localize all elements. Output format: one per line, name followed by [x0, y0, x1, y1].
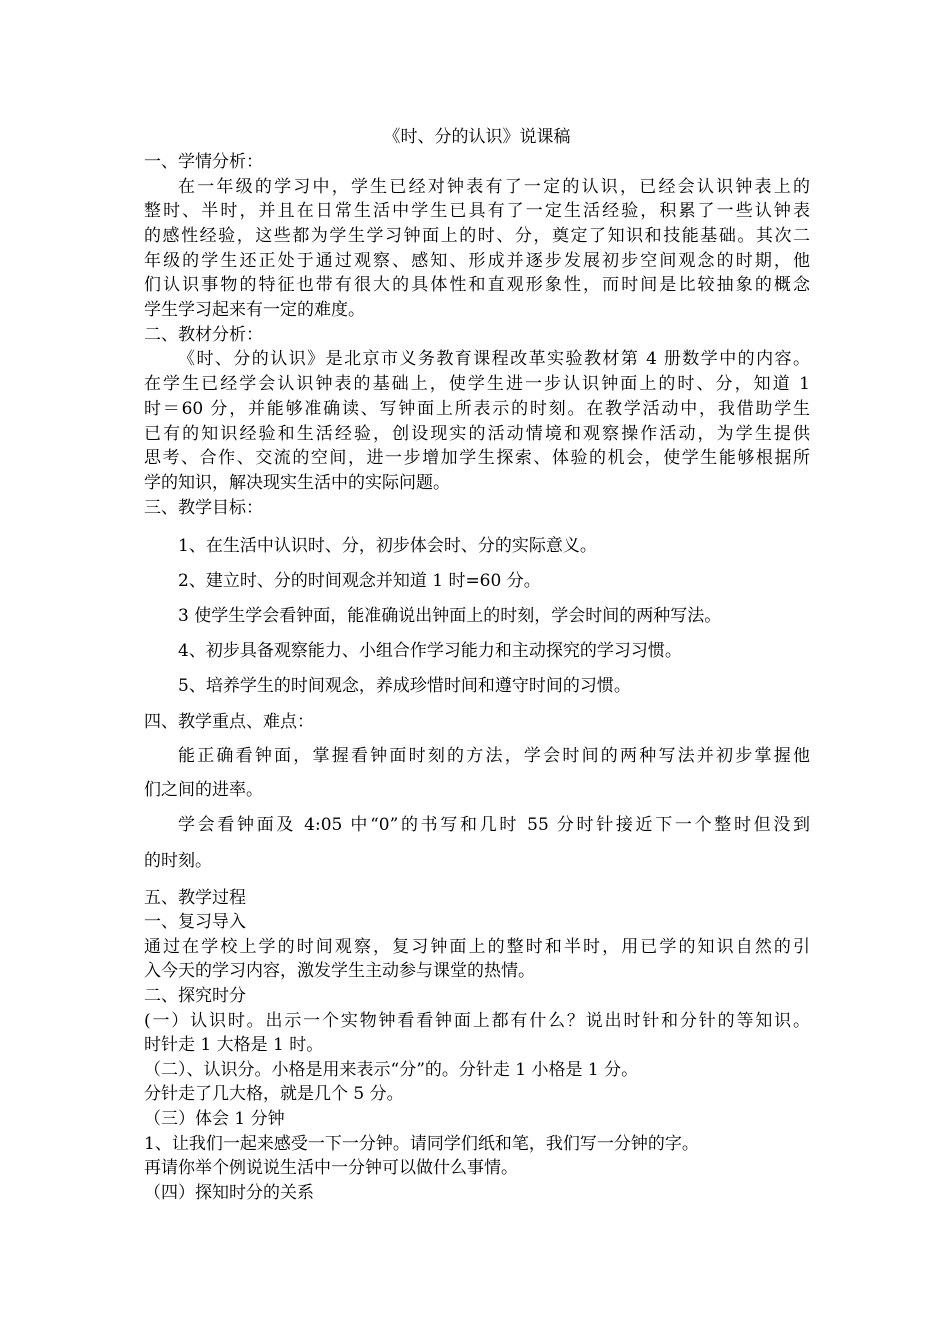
paragraph-line: 入今天的学习内容，激发学生主动参与课堂的热情。: [144, 961, 535, 981]
goal-item: 4、初步具备观察能力、小组合作学习能力和主动探究的学习习惯。: [178, 641, 682, 661]
paragraph-line: 们之间的进率。: [144, 780, 263, 800]
goal-item: 5、培养学生的时间观念，养成珍惜时间和遵守时间的习惯。: [178, 676, 631, 696]
subsection-heading: （三）体会 1 分钟: [144, 1109, 285, 1129]
paragraph-line: 学会看钟面及 4:05 中“0”的书写和几时 55 分时针接近下一个整时但没到: [178, 815, 810, 835]
paragraph-line: 能正确看钟面，掌握看钟面时刻的方法，学会时间的两种写法并初步掌握他: [178, 746, 810, 766]
paragraph-line: 时针走 1 大格是 1 时。: [144, 1035, 324, 1055]
paragraph-line: 的感性经验，这些都为学生学习钟面上的时、分，奠定了知识和技能基础。其次二: [144, 226, 810, 246]
section-heading: 三、教学目标：: [144, 498, 263, 518]
subsection-heading: 一、复习导入: [144, 912, 246, 932]
paragraph-line: 思考、合作、交流的空间，进一步增加学生探索、体验的机会，使学生能够根据所: [144, 448, 810, 468]
subsection-heading: （四）探知时分的关系: [144, 1183, 314, 1203]
subsection-heading: 二、探究时分: [144, 986, 246, 1006]
paragraph-line: 分针走了几大格，就是几个 5 分。: [144, 1084, 404, 1104]
paragraph-line: 《时、分的认识》是北京市义务教育课程改革实验教材第 4 册数学中的内容。: [178, 349, 810, 369]
paragraph-line: 再请你举个例说说生活中一分钟可以做什么事情。: [144, 1158, 518, 1178]
goal-item: 2、建立时、分的时间观念并知道 1 时=60 分。: [178, 571, 541, 591]
section-heading: 五、教学过程: [144, 888, 246, 908]
section-heading: 一、学情分析：: [144, 152, 263, 172]
paragraph-line: 的时刻。: [144, 851, 212, 871]
paragraph-line: 们认识事物的特征也带有很大的具体性和直观形象性，而时间是比较抽象的概念: [144, 275, 810, 295]
goal-item: 1、在生活中认识时、分，初步体会时、分的实际意义。: [178, 536, 597, 556]
paragraph-line: 学的知识，解决现实生活中的实际问题。: [144, 473, 450, 493]
section-heading: 二、教材分析：: [144, 325, 263, 345]
paragraph-line: 通过在学校上学的时间观察，复习钟面上的整时和半时，用已学的知识自然的引: [144, 937, 810, 957]
paragraph-line: 时＝60 分，并能够准确读、写钟面上所表示的时刻。在教学活动中，我借助学生: [144, 399, 810, 419]
paragraph-line: 年级的学生还正处于通过观察、感知、形成并逐步发展初步空间观念的时期，他: [144, 251, 810, 271]
document-title: 《时、分的认识》说课稿: [383, 127, 571, 147]
paragraph-line: 在一年级的学习中，学生已经对钟表有了一定的认识，已经会认识钟表上的: [178, 177, 810, 197]
paragraph-line: 已有的知识经验和生活经验，创设现实的活动情境和观察操作活动，为学生提供: [144, 424, 810, 444]
paragraph-line: 整时、半时，并且在日常生活中学生已具有了一定生活经验，积累了一些认钟表: [144, 201, 810, 221]
section-heading: 四、教学重点、难点：: [144, 712, 314, 732]
paragraph-line: 在学生已经学会认识钟表的基础上，使学生进一步认识钟面上的时、分，知道 1: [144, 374, 810, 394]
paragraph-line: （二）、认识分。小格是用来表示“分”的。分针走 1 小格是 1 分。: [144, 1060, 639, 1080]
paragraph-line: (一）认识时。出示一个实物钟看看钟面上都有什么？说出时针和分针的等知识。: [144, 1011, 810, 1031]
paragraph-line: 学生学习起来有一定的难度。: [144, 300, 365, 320]
paragraph-line: 1、让我们一起来感受一下一分钟。请同学们纸和笔，我们写一分钟的字。: [144, 1134, 699, 1154]
goal-item: 3 使学生学会看钟面，能准确说出钟面上的时刻，学会时间的两种写法。: [178, 606, 722, 626]
